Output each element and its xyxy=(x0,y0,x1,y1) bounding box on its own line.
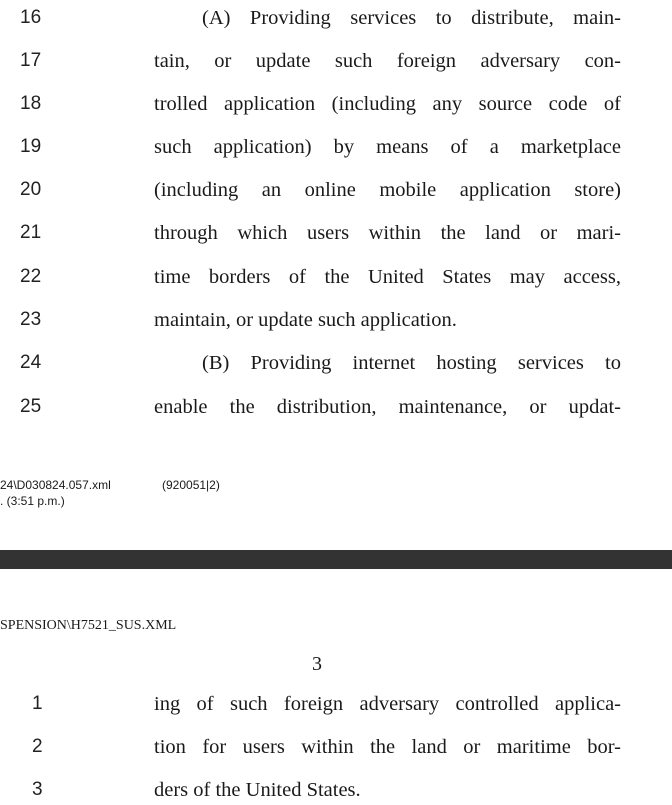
page-separator xyxy=(0,550,672,569)
line-text: enable the distribution, maintenance, or updat- xyxy=(154,396,621,418)
page-number: 3 xyxy=(312,653,322,675)
text-line xyxy=(0,305,672,335)
line-number: 25 xyxy=(20,396,42,417)
line-text: ing of such foreign adversary controlled applica- xyxy=(154,693,621,715)
text-line xyxy=(0,732,672,762)
text-line xyxy=(0,392,672,422)
text-line xyxy=(0,775,672,805)
line-text: time borders of the United States may access, xyxy=(154,266,621,288)
footer-file-name: 24\D030824.057.xml xyxy=(0,478,111,492)
line-number: 16 xyxy=(20,7,42,28)
line-text: through which users within the land or mari- xyxy=(154,222,621,244)
footer-doc-id: (920051|2) xyxy=(162,478,220,492)
line-text: (A) Providing services to distribute, main- xyxy=(202,7,621,29)
line-text: tain, or update such foreign adversary con- xyxy=(154,50,621,72)
text-line xyxy=(0,89,672,119)
header-file-path: SPENSION\H7521_SUS.XML xyxy=(0,618,177,633)
text-line xyxy=(0,262,672,292)
line-number: 18 xyxy=(20,93,42,114)
text-line xyxy=(0,46,672,76)
line-number: 1 xyxy=(32,693,43,714)
line-text: tion for users within the land or maritime bor- xyxy=(154,736,621,758)
line-number: 17 xyxy=(20,50,42,71)
line-text: trolled application (including any source code of xyxy=(154,93,621,115)
footer-timestamp: . (3:51 p.m.) xyxy=(0,494,65,508)
line-number: 22 xyxy=(20,266,42,287)
line-number: 19 xyxy=(20,136,42,157)
document-page-lower xyxy=(0,569,672,805)
text-line xyxy=(0,348,672,378)
line-text: such application) by means of a marketplace xyxy=(154,136,621,158)
text-line xyxy=(0,689,672,719)
line-number: 2 xyxy=(32,736,43,757)
line-text: (including an online mobile application store) xyxy=(154,179,621,201)
line-number: 21 xyxy=(20,222,42,243)
line-number: 24 xyxy=(20,352,42,373)
line-text: maintain, or update such application. xyxy=(154,309,457,331)
text-line xyxy=(0,3,672,33)
text-line xyxy=(0,218,672,248)
text-line xyxy=(0,132,672,162)
line-text: ders of the United States. xyxy=(154,779,361,801)
line-text: (B) Providing internet hosting services to xyxy=(202,352,621,374)
line-number: 20 xyxy=(20,179,42,200)
text-line xyxy=(0,175,672,205)
line-number: 3 xyxy=(32,779,43,800)
line-number: 23 xyxy=(20,309,42,330)
